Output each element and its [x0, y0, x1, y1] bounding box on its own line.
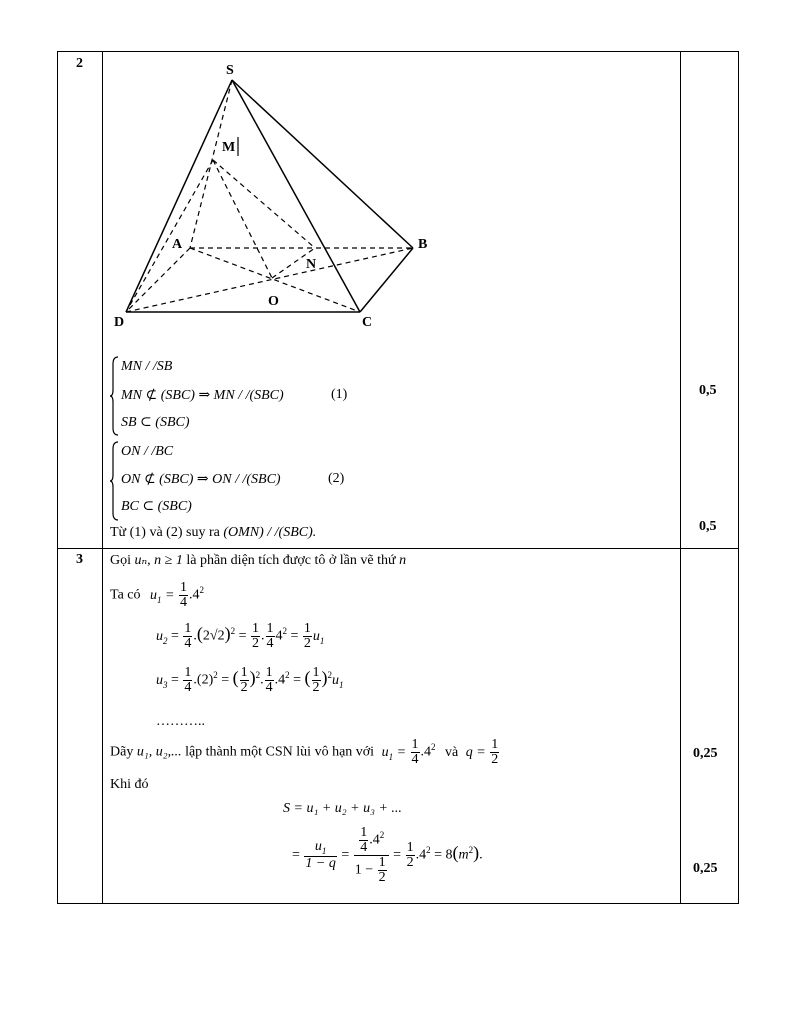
taco-line: Ta có $u_1$ = $\frac{1}{4}$ $.4^2$ — [110, 580, 204, 610]
label-A: A — [172, 237, 183, 252]
row-divider — [58, 548, 738, 549]
label-D: D — [114, 315, 125, 330]
label-S: S — [226, 63, 234, 78]
khido-text: Khi đó — [110, 777, 149, 792]
sys1-line2: MN ⊄ (SBC) ⇒ MN / /(SBC) — [121, 388, 284, 403]
taco-text: Ta có — [110, 587, 141, 603]
edge-SC — [232, 80, 360, 312]
label-B: B — [418, 237, 428, 252]
segment-MD — [126, 160, 213, 312]
u3-equation: $u_3$ = $\frac{1}{4}$ $.(2)^2$ = ( $\frac{1}{2}$ )$^2$. $\frac{1}{4}$ $.4^2$ = ( $\frac{1}{2}$ )$^2u_1$ — [156, 665, 344, 695]
edge-SD — [126, 80, 232, 312]
left-brace — [110, 441, 120, 521]
day-math: u₁, u₂,... — [136, 744, 182, 760]
sys2-ref: (2) — [328, 471, 345, 486]
conclusion-math: (OMN) / /(SBC). — [223, 525, 317, 540]
va-text: và — [445, 744, 459, 760]
conclusion-text — [110, 525, 316, 541]
intro-text: Gọi — [110, 553, 131, 568]
intro-math: uₙ, n ≥ 1 — [134, 553, 183, 568]
solid-edges — [126, 80, 413, 312]
row-number: 3 — [76, 552, 83, 567]
score: 0,5 — [699, 519, 717, 534]
label-N: N — [306, 257, 317, 272]
sys1-ref: (1) — [331, 387, 348, 402]
intro-n: n — [399, 553, 407, 568]
pyramid-figure — [0, 0, 792, 340]
row-number: 2 — [76, 56, 83, 71]
left-brace — [110, 356, 120, 436]
sys1-line1: MN / /SB — [121, 359, 173, 374]
sys1-line3: SB ⊂ (SBC) — [121, 415, 190, 430]
label-C: C — [362, 315, 373, 330]
sys2-line3: BC ⊂ (SBC) — [121, 499, 192, 514]
label-O: O — [268, 294, 279, 309]
row3-intro — [110, 552, 406, 569]
day-line: Dãy u₁, u₂,... lập thành một CSN lùi vô hạn với $u_1$ = $\frac{1}{4}$ $.4^2$ và q = $\frac{1}{2}$ — [110, 737, 499, 767]
sum-line: S = u₁ + u₂ + u₃ + ... — [283, 801, 402, 816]
edge-SB — [232, 80, 413, 248]
day-text: Dãy — [110, 744, 134, 760]
sum-result: = $\frac{u_1}{1 - q}$ = $\frac{1}{4}$ $.4^2$ 1 − $\frac{1}{2}$ = $\frac{1}{2}$ $.4^2 = 8(m^2)$. — [292, 825, 483, 885]
segment-MO — [213, 160, 272, 278]
u2-equation: $u_2$ = $\frac{1}{4}$ $.(2√2)^2$ = $\frac{1}{2}$ . $\frac{1}{4}$ $4^2$ = $\frac{1}{2}$ $u_1$ — [156, 621, 325, 651]
score: 0,5 — [699, 383, 717, 398]
score: 0,25 — [693, 861, 718, 876]
label-M: M — [222, 140, 236, 155]
day-text: lập thành một CSN lùi vô hạn với — [185, 744, 375, 760]
ellipsis: ……….. — [156, 714, 205, 729]
score: 0,25 — [693, 746, 718, 761]
sys2-line2: ON ⊄ (SBC) ⇒ ON / /(SBC) — [121, 472, 281, 487]
edge-AD — [126, 248, 190, 312]
conclusion-prefix: Từ (1) và (2) suy ra — [110, 525, 220, 540]
sys2-line1: ON / /BC — [121, 444, 174, 459]
intro-text: là phần diện tích được tô ở lần vẽ thứ — [186, 553, 396, 568]
